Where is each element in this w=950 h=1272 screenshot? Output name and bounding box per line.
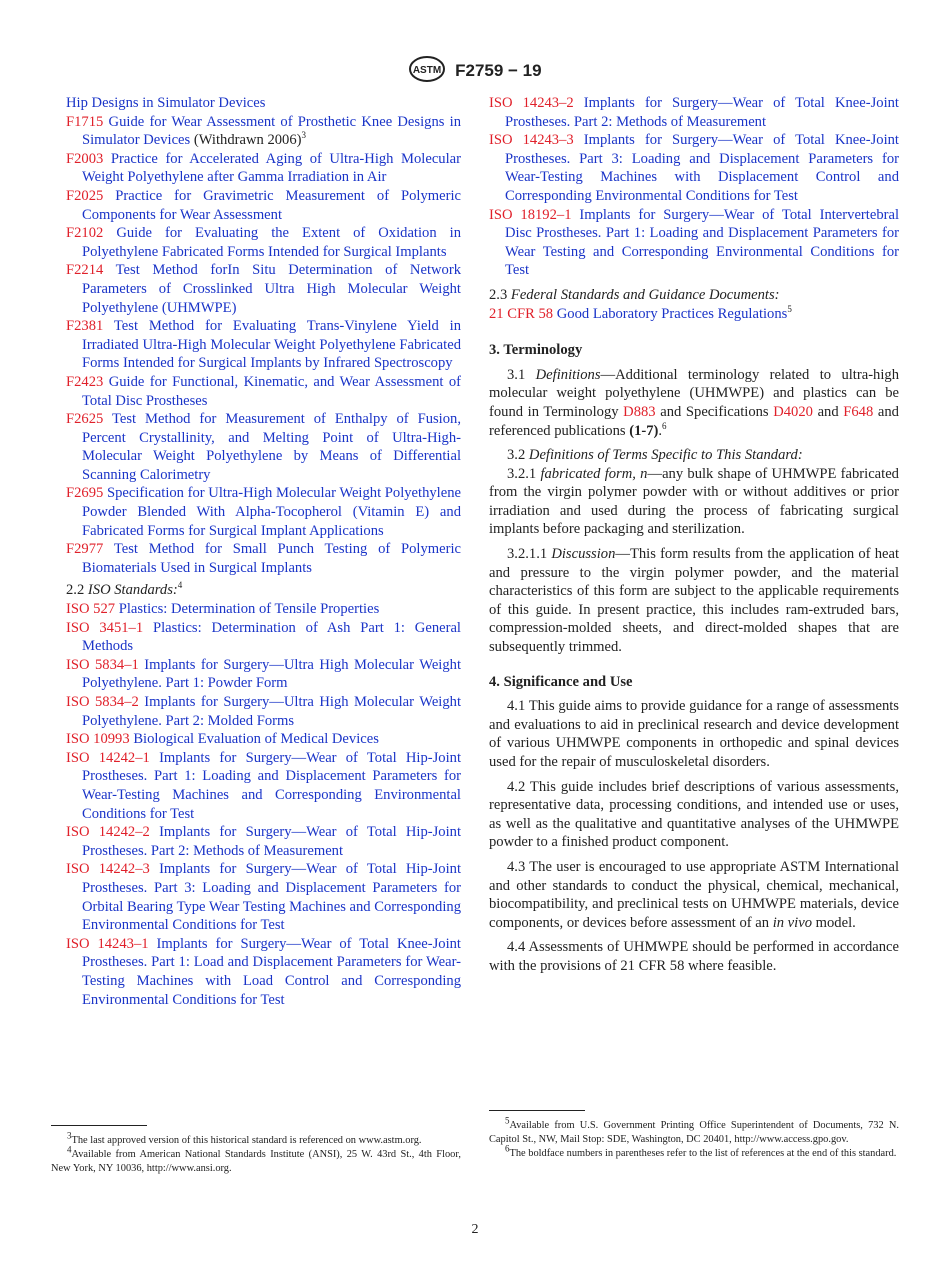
paragraph-text: —This form results from the application of heat and pressure to the virgin polymer powder, and the material characteristics of this form are subject to the applicable requirements of this guide. In present practice, this includes ram-extruded bars, compression-molded sheets, and direct-molded shapes that are subsequently trimmed. [489,546,900,656]
reference-code[interactable]: F2977 [66,541,104,558]
standard-link[interactable]: D883 [623,403,656,420]
footnote-number: 6 [505,1143,510,1154]
paragraph-4-2: 4.2 This guide includes brief descriptions of various assessments, representative data, processing conditions, and intended use or uses, as well as the qualitative and quantitative analyses of the UHMWPE powder to a finished product component. [489,778,899,851]
paragraph-3-2-1-1 [489,545,899,657]
standard-link[interactable]: D4020 [773,403,813,420]
reference-code[interactable]: ISO 14242–2 [66,824,150,841]
footnote-rule [489,1110,585,1111]
reference-code[interactable]: ISO 5834–1 [66,656,139,673]
reference-item [66,823,461,860]
paragraph-3-1 [489,366,899,440]
svg-text:ASTM: ASTM [413,65,442,76]
reference-code[interactable]: ISO 14243–1 [66,935,149,952]
reference-title[interactable]: Test Method for Measurement of Enthalpy of Fusion, Percent Crystallinity, and Melting Point of Ultra-High-Molecular Weight Polyethylene by Means of Differential Scanning Calorimetry [82,411,461,483]
reference-item [489,206,899,280]
reference-item [66,749,461,823]
reference-title[interactable]: Test Method for Small Punch Testing of Polymeric Biomaterials Used in Surgical Implants [82,541,462,576]
reference-item [66,656,461,693]
reference-code[interactable]: ISO 14243–3 [489,132,574,149]
footnote-rule [51,1125,147,1126]
reference-code[interactable]: F2423 [66,373,104,390]
reference-title[interactable]: Hip Designs in Simulator Devices [66,95,266,111]
reference-item [66,410,461,484]
reference-item [66,373,461,410]
reference-title[interactable]: Guide for Evaluating the Extent of Oxidation in Polyethylene Fabricated Forms Intended for Surgical Implants [82,225,461,260]
term: Definitions of Terms Specific to This Standard: [528,447,803,464]
subsection-label: ISO Standards: [87,582,178,599]
reference-item [66,935,461,1009]
reference-code[interactable]: ISO 527 [66,601,116,618]
reference-title[interactable]: Implants for Surgery—Ultra High Molecular Weight Polyethylene. Part 1: Powder Form [82,656,462,692]
right-column [489,94,899,982]
reference-title[interactable]: Implants for Surgery—Ultra High Molecular Weight Polyethylene. Part 2: Molded Forms [82,694,462,729]
reference-item [66,113,461,150]
reference-item [66,693,461,730]
footnotes-left [51,1125,461,1176]
paragraph-text: and referenced publications [489,403,899,439]
federal-standards-heading [489,286,899,305]
reference-code[interactable]: F2102 [66,225,104,242]
footnote [51,1144,461,1176]
astm-logo-icon [408,56,446,87]
reference-item [489,94,899,131]
subsection-number: 2.2 [66,582,85,599]
reference-item [66,860,461,934]
footnote-number: 5 [505,1115,510,1126]
footnote-marker: 6 [662,420,667,431]
reference-item [489,305,899,324]
term: Definitions [535,366,601,383]
reference-item [489,131,899,205]
paragraph-text: model. [812,914,856,931]
reference-code[interactable]: F2625 [66,411,104,428]
reference-code[interactable]: ISO 10993 [66,731,130,748]
ref-list-iso [66,600,461,1009]
reference-item [66,619,461,656]
reference-code[interactable]: F1715 [66,113,104,130]
reference-item [66,94,461,113]
ref-list-astm [66,94,461,577]
reference-title[interactable]: Implants for Surgery—Wear of Total Hip-Joint Prostheses. Part 2: Methods of Measurement [82,824,462,859]
section-heading-significance: 4. Significance and Use [489,673,633,690]
footnote-number: 4 [67,1144,72,1155]
paragraph-number: 3.2 [507,447,526,464]
paragraph-3-2-1 [489,465,899,539]
reference-title[interactable]: Test Method for Evaluating Trans-Vinylene Yield in Irradiated Ultra-High Molecular Weight Polyethylene Fabricated Forms Intended for Surgical Implants by Infrared Spectroscopy [82,318,461,372]
footnote-marker: 3 [301,130,306,141]
reference-title[interactable]: Implants for Surgery—Wear of Total Intervertebral Disc Prostheses. Part 1: Loading and Displacement Parameters for Wear Testing and Corresponding Environmental Conditions for Test [505,206,900,279]
paragraph-text: and Specifications [655,403,774,420]
reference-code[interactable]: ISO 14243–2 [489,95,574,111]
reference-code[interactable]: ISO 3451–1 [66,619,144,636]
reference-title[interactable]: Practice for Accelerated Aging of Ultra-High Molecular Weight Polyethylene after Gamma Irradiation in Air [82,150,462,186]
footnote-marker: 5 [787,303,792,314]
paragraph-text: 4.3 The user is encouraged to use appropriate ASTM International and other standards to conduct the physical, chemical, mechanical, biocompatibility, and preclinical tests on UHMWPE materials, device components, or devices before assessment of an [489,858,899,931]
reference-note: (Withdrawn 2006) [193,132,302,149]
reference-title[interactable]: Implants for Surgery—Wear of Total Hip-Joint Prostheses. Part 3: Loading and Displacement Parameters for Orbital Bearing Type Wear Testing Machines and Corresponding Environmental Conditions for Test [82,861,462,934]
reference-title[interactable]: Plastics: Determination of Tensile Properties [118,601,380,618]
paragraph-4-3 [489,858,899,932]
term: Discussion [551,546,616,563]
standard-designation: F2759 − 19 [455,60,542,80]
reference-title[interactable]: Implants for Surgery—Wear of Total Knee-Joint Prostheses. Part 2: Methods of Measurement [505,95,899,130]
reference-item [66,261,461,317]
reference-title[interactable]: Specification for Ultra-High Molecular Weight Polyethylene Powder Blended With Alpha-Tocopherol (Vitamin E) and Fabricated Forms for Surgical Implant Applications [82,485,461,539]
reference-code[interactable]: 21 CFR 58 [489,305,554,322]
footnote [489,1115,899,1147]
reference-item [66,600,461,619]
page-header [0,56,950,87]
standard-link[interactable]: F648 [843,403,874,420]
section-heading-terminology: 3. Terminology [489,342,583,359]
ref-list-iso-continued [489,94,899,280]
reference-item [66,187,461,224]
reference-title[interactable]: Implants for Surgery—Wear of Total Hip-Joint Prostheses. Part 1: Loading and Displacement Parameters for Wear-Testing Machines and Corresponding Environmental Conditions for Test [82,749,462,822]
footnote-text: Available from U.S. Government Printing Office Superintendent of Documents, 732 N. Capitol St., NW, Mail Stop: SDE, Washington, DC 20401, http://www.access.gpo.gov. [489,1120,899,1145]
reference-code[interactable]: F2381 [66,318,104,335]
footnote [489,1143,899,1161]
footnote-text: The boldface numbers in parentheses refer to the list of references at the end of this standard. [509,1148,897,1159]
reference-item [66,224,461,261]
reference-item [66,150,461,187]
reference-title[interactable]: Biological Evaluation of Medical Devices [133,731,379,748]
subsection-label: Federal Standards and Guidance Documents: [510,286,780,303]
paragraph-number: 3.2.1.1 [507,546,548,563]
footnote [51,1130,461,1148]
emphasis: in vivo [772,914,812,931]
paragraph-4-1: 4.1 This guide aims to provide guidance for a range of assessments and evaluations to aid in preclinical research and device development of various UHMWPE components in orthopedic and spinal devices used for the repair of musculoskeletal disorders. [489,698,899,770]
paragraph-3-2 [489,446,899,465]
term: fabricated form, n [540,465,648,482]
footnote-number: 3 [67,1130,72,1141]
reference-code[interactable]: ISO 5834–2 [66,694,139,710]
paragraph-text: —Additional terminology related to ultra-high molecular weight polyethylene (UHMWPE) and plastics can be found in Terminology [489,366,899,420]
paragraph-text: and [812,403,844,420]
reference-code[interactable]: F2695 [66,485,104,502]
reference-code[interactable]: ISO 14242–3 [66,861,150,878]
reference-citation[interactable]: (1-7) [629,422,659,439]
reference-code[interactable]: ISO 14242–1 [66,749,150,766]
reference-item [66,317,461,373]
iso-standards-heading [66,581,461,600]
left-column [66,94,461,1009]
reference-title[interactable]: Practice for Gravimetric Measurement of Polymeric Components for Wear Assessment [82,187,461,223]
paragraph-4-4: 4.4 Assessments of UHMWPE should be performed in accordance with the provisions of 21 CFR 58 where feasible. [489,939,899,974]
reference-title[interactable]: Guide for Wear Assessment of Prosthetic Knee Designs in Simulator Devices [82,113,461,149]
reference-title[interactable]: Implants for Surgery—Wear of Total Knee-Joint Prostheses. Part 1: Load and Displacement Parameters for Wear-Testing Machines with Load Control and Corresponding Environmental Conditions for Test [82,935,461,1008]
reference-title[interactable]: Test Method forIn Situ Determination of Network Parameters of Crosslinked Ultra High Molecular Weight Polyethylene (UHMWPE) [82,262,461,316]
reference-item [66,730,461,749]
footnote-text: The last approved version of this historical standard is referenced on www.astm.org. [71,1135,422,1146]
reference-code[interactable]: F2025 [66,187,104,204]
paragraph-text: —any bulk shape of UHMWPE fabricated from the virgin polymer powder with or without additives or prior irradiation and used during the process of fabricating surgical implants before packaging and sterilization. [489,465,899,538]
reference-item [66,484,461,540]
reference-title[interactable]: Guide for Functional, Kinematic, and Wear Assessment of Total Disc Prostheses [82,373,461,409]
paragraph-text: . [658,422,663,439]
paragraph-number: 3.2.1 [507,465,537,482]
reference-title[interactable]: Implants for Surgery—Wear of Total Knee-Joint Prostheses. Part 3: Loading and Displacement Parameters for Wear-Testing Machines with Displacement Control and Corresponding Environmental Conditions for Test [505,132,899,204]
reference-code[interactable]: ISO 18192–1 [489,206,572,223]
paragraph-number: 3.1 [507,366,526,383]
subsection-number: 2.3 [489,286,508,303]
reference-title[interactable]: Plastics: Determination of Ash Part 1: General Methods [82,619,461,655]
footnote-marker: 4 [177,580,183,591]
footnotes-right [489,1110,899,1161]
reference-code[interactable]: F2214 [66,262,104,279]
reference-item [66,540,461,577]
page-number: 2 [471,1222,479,1237]
footnote-text: Available from American National Standards Institute (ANSI), 25 W. 43rd St., 4th Floor, New York, NY 10036, http://www.ansi.org. [51,1149,461,1174]
reference-title[interactable]: Good Laboratory Practices Regulations [556,305,788,322]
reference-code[interactable]: F2003 [66,150,104,167]
